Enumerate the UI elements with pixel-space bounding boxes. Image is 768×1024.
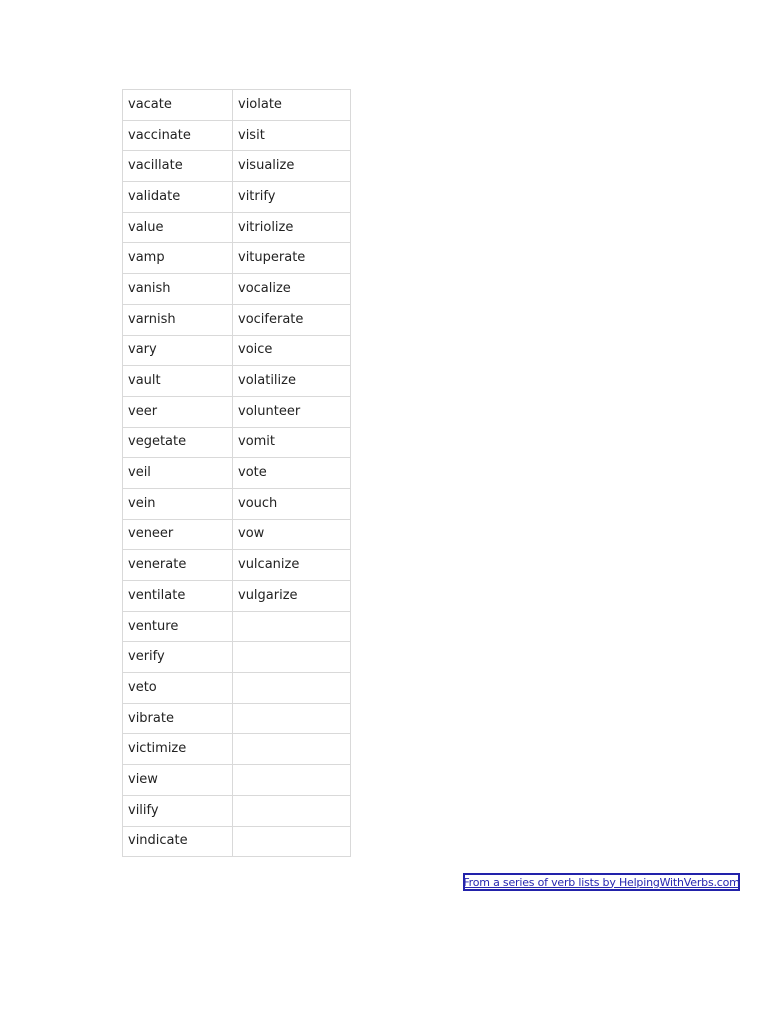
table-row [123, 458, 351, 489]
verb-cell-col1: varnish [123, 304, 233, 335]
table-row [123, 581, 351, 612]
table-row [123, 274, 351, 305]
verb-cell-col1: vegetate [123, 427, 233, 458]
verb-cell-col2: vouch [233, 488, 351, 519]
verb-cell-col1: vilify [123, 795, 233, 826]
table-row [123, 90, 351, 121]
verb-cell-col1: vanish [123, 274, 233, 305]
verb-cell-col1: veer [123, 396, 233, 427]
verb-table-body [123, 90, 351, 857]
table-row [123, 765, 351, 796]
verb-cell-col1: value [123, 212, 233, 243]
verb-cell-col2 [233, 642, 351, 673]
verb-cell-col2: vocalize [233, 274, 351, 305]
verb-cell-col1: vamp [123, 243, 233, 274]
verb-cell-col2: violate [233, 90, 351, 121]
verb-cell-col2: visualize [233, 151, 351, 182]
verb-cell-col2: volatilize [233, 366, 351, 397]
table-row [123, 795, 351, 826]
verb-cell-col1: venerate [123, 550, 233, 581]
verb-cell-col2: vote [233, 458, 351, 489]
verb-cell-col2: volunteer [233, 396, 351, 427]
credit-box [463, 873, 740, 891]
table-row [123, 212, 351, 243]
verb-cell-col1: veneer [123, 519, 233, 550]
credit-link[interactable]: From a series of verb lists by HelpingWithVerbs.com [463, 875, 740, 889]
table-row [123, 642, 351, 673]
table-row [123, 734, 351, 765]
verb-cell-col1: veto [123, 673, 233, 704]
verb-cell-col2: vituperate [233, 243, 351, 274]
verb-cell-col1: venture [123, 611, 233, 642]
table-row [123, 243, 351, 274]
verb-cell-col1: ventilate [123, 581, 233, 612]
verb-cell-col1: verify [123, 642, 233, 673]
verb-cell-col2 [233, 703, 351, 734]
table-row [123, 396, 351, 427]
table-row [123, 304, 351, 335]
table-row [123, 488, 351, 519]
verb-cell-col2 [233, 673, 351, 704]
verb-cell-col1: victimize [123, 734, 233, 765]
verb-cell-col2: vitriolize [233, 212, 351, 243]
verb-cell-col1: vein [123, 488, 233, 519]
verb-cell-col1: veil [123, 458, 233, 489]
verb-cell-col1: vaccinate [123, 120, 233, 151]
verb-cell-col2: visit [233, 120, 351, 151]
table-row [123, 703, 351, 734]
table-row [123, 826, 351, 857]
verb-cell-col1: vibrate [123, 703, 233, 734]
table-row [123, 673, 351, 704]
verb-cell-col2: vitrify [233, 182, 351, 213]
verb-cell-col2: vulgarize [233, 581, 351, 612]
verb-cell-col1: view [123, 765, 233, 796]
verb-cell-col1: vary [123, 335, 233, 366]
table-row [123, 519, 351, 550]
verb-cell-col1: vindicate [123, 826, 233, 857]
verb-cell-col2 [233, 765, 351, 796]
verb-cell-col2: vociferate [233, 304, 351, 335]
table-row [123, 335, 351, 366]
verb-cell-col1: validate [123, 182, 233, 213]
verb-cell-col2: voice [233, 335, 351, 366]
table-row [123, 182, 351, 213]
table-row [123, 611, 351, 642]
verb-cell-col2: vomit [233, 427, 351, 458]
table-row [123, 120, 351, 151]
table-row [123, 550, 351, 581]
table-row [123, 427, 351, 458]
verb-cell-col1: vault [123, 366, 233, 397]
table-row [123, 366, 351, 397]
verb-cell-col1: vacate [123, 90, 233, 121]
verb-cell-col2 [233, 826, 351, 857]
verb-cell-col2 [233, 795, 351, 826]
verb-table [122, 89, 351, 857]
verb-cell-col2 [233, 611, 351, 642]
verb-cell-col2: vulcanize [233, 550, 351, 581]
verb-cell-col2 [233, 734, 351, 765]
table-row [123, 151, 351, 182]
verb-cell-col2: vow [233, 519, 351, 550]
verb-cell-col1: vacillate [123, 151, 233, 182]
